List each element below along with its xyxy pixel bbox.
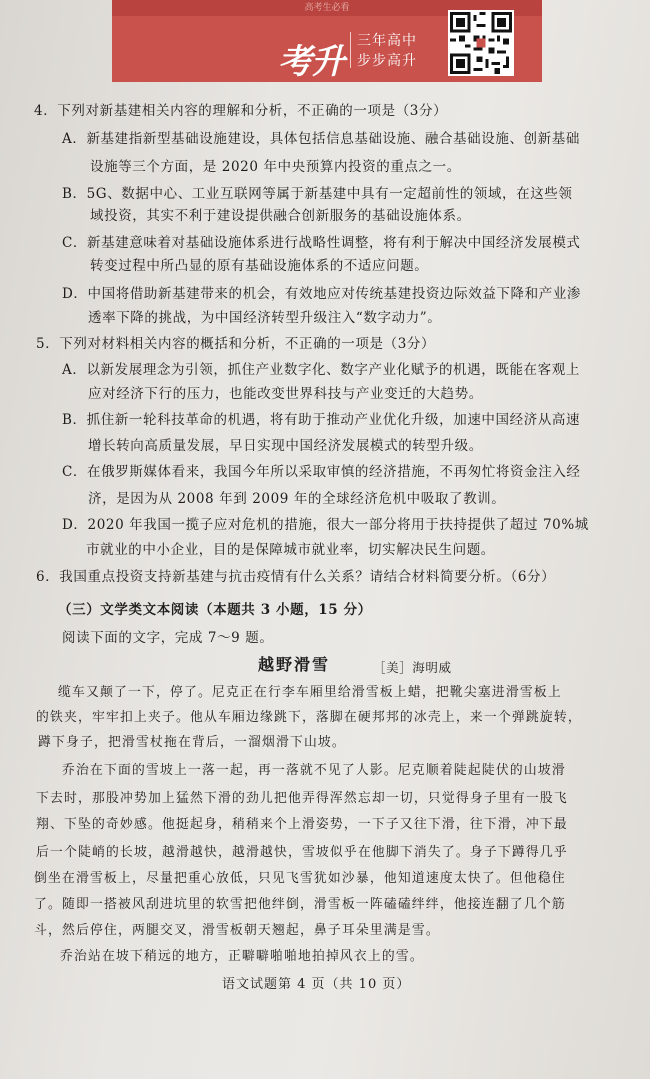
q4-option-d-line2: 透率下降的挑战，为中国经济转型升级注入“数字动力”。 [88, 310, 442, 326]
story-line: 蹲下身子，把滑雪杖拖在背后，一溜烟滑下山坡。 [38, 735, 346, 750]
q4-option-a-line2: 设施等三个方面，是 2020 年中央预算内投资的重点之一。 [90, 159, 461, 175]
q5-option-d-line1: D．2020 年我国一揽子应对危机的措施，很大一部分将用于扶持提供了超过 70%城 [62, 517, 589, 533]
brand-divider [350, 32, 351, 68]
q4-option-b-line2: 域投资，其实不利于建设提供融合创新服务的基础设施体系。 [90, 208, 471, 224]
story-line: 了。随即一搭被风刮进坑里的软雪把他绊倒，滑雪板一阵磕磕绊绊，他接连翻了几个筋 [34, 897, 566, 912]
q5-option-a-line1: A．以新发展理念为引领，抓住产业数字化、数字产业化赋予的机遇，既能在客观上 [62, 362, 580, 378]
q5-option-b-line2: 增长转向高质量发展，早日实现中国经济发展模式的转型升级。 [88, 438, 483, 454]
section3-instruction: 阅读下面的文字，完成 7～9 题。 [62, 630, 274, 646]
page-footer: 语文试题第 4 页（共 10 页） [222, 977, 411, 992]
q6-stem: 6．我国重点投资支持新基建与抗击疫情有什么关系？请结合材料简要分析。（6分） [36, 569, 556, 585]
story-author: ［美］海明威 [373, 660, 452, 675]
brand-logo: 考升 [278, 42, 344, 82]
q5-stem: 5．下列对材料相关内容的概括和分析，不正确的一项是（3分） [36, 336, 436, 352]
q5-option-c-line2: 济，是因为从 2008 年到 2009 年的全球经济危机中吸取了教训。 [88, 491, 506, 507]
banner-top-text: 高考生必看 [112, 0, 542, 16]
story-line: 乔治在下面的雪坡上一落一起，再一落就不见了人影。尼克顺着陡起陡伏的山坡滑 [62, 763, 566, 778]
story-title: 越野滑雪 [258, 655, 331, 674]
promo-banner[interactable] [112, 0, 542, 82]
story-line: 斗，然后停住，两腿交叉，滑雪板朝天翘起，鼻子耳朵里满是雪。 [34, 923, 440, 938]
q4-option-a-line1: A．新基建指新型基础设施建设，具体包括信息基础设施、融合基础设施、创新基础 [62, 131, 580, 147]
q4-option-c-line2: 转变过程中所凸显的原有基础设施体系的不适应问题。 [90, 258, 429, 274]
story-line: 翔、下坠的奇妙感。他挺起身，稍稍来个上滑姿势，一下子又往下滑，往下滑，冲下最 [36, 817, 568, 832]
story-line: 缆车又颠了一下，停了。尼克正在行李车厢里给滑雪板上蜡，把靴尖塞进滑雪板上 [58, 685, 562, 700]
section3-heading: （三）文学类文本阅读（本题共 3 小题，15 分） [58, 602, 372, 618]
q4-stem: 4．下列对新基建相关内容的理解和分析，不正确的一项是（3分） [34, 103, 448, 119]
q5-option-b-line1: B．抓住新一轮科技革命的机遇，将有助于推动产业优化升级，加速中国经济从高速 [62, 412, 581, 428]
q5-option-d-line2: 市就业的中小企业，目的是保障城市就业率，切实解决民生问题。 [86, 542, 495, 558]
story-line: 后一个陡峭的长坡，越滑越快，越滑越快，雪坡似乎在他脚下消失了。身子下蹲得几乎 [36, 845, 568, 860]
story-line: 下去时，那股冲势加上猛然下滑的劲儿把他弄得浑然忘却一切，只觉得身子里有一股飞 [36, 791, 568, 806]
brand-slogan-line1: 三年高中 [357, 33, 417, 49]
brand-slogan-line2: 步步高升 [357, 53, 417, 69]
q5-option-c-line1: C．在俄罗斯媒体看来，我国今年所以采取审慎的经济措施，不再匆忙将资金注入经 [62, 464, 581, 480]
story-line: 倒坐在滑雪板上，尽量把重心放低，只见飞雪犹如沙暴，他知道速度太快了。但他稳住 [34, 871, 566, 886]
story-line: 乔治站在坡下稍远的地方，正噼噼啪啪地拍掉风衣上的雪。 [60, 949, 424, 964]
q4-option-c-line1: C．新基建意味着对基础设施体系进行战略性调整，将有利于解决中国经济发展模式 [62, 235, 581, 251]
story-line: 的铁夹，牢牢扣上夹子。他从车厢边缘跳下，落脚在硬邦邦的冰壳上，来一个弹跳旋转， [36, 710, 582, 725]
qr-code-icon[interactable] [448, 10, 514, 76]
q4-option-d-line1: D．中国将借助新基建带来的机会，有效地应对传统基建投资边际效益下降和产业渗 [62, 286, 582, 302]
q5-option-a-line2: 应对经济下行的压力，也能改变世界科技与产业变迁的大趋势。 [88, 386, 483, 402]
q4-option-b-line1: B．5G、数据中心、工业互联网等属于新基建中具有一定超前性的领域，在这些领 [62, 186, 573, 202]
